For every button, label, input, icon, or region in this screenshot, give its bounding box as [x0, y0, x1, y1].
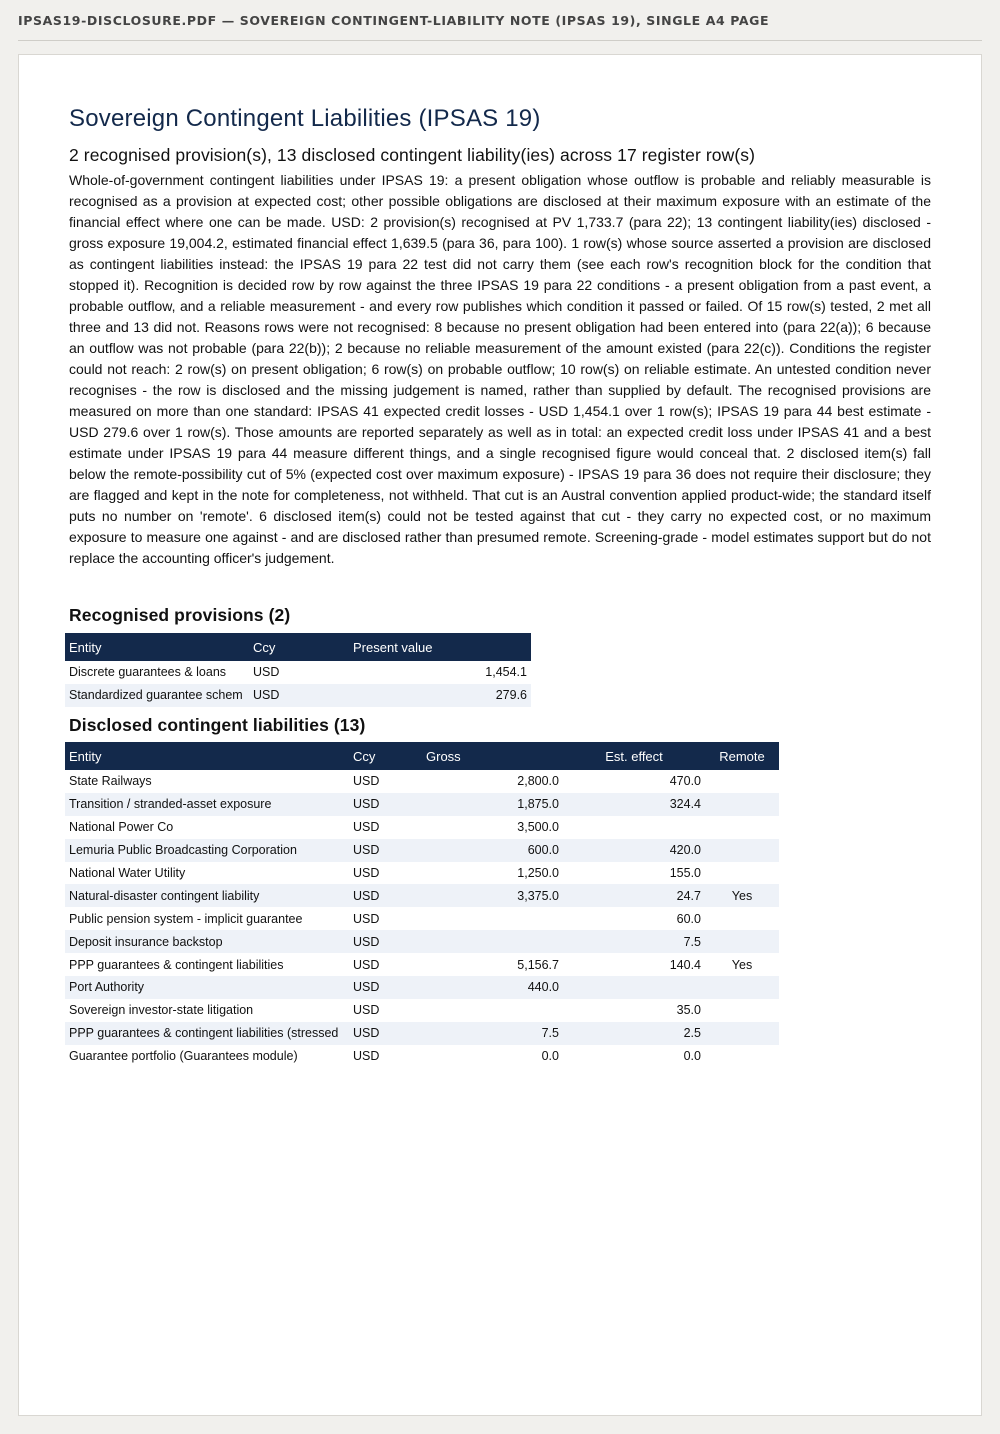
contingents-table	[65, 742, 779, 1068]
table-row	[65, 907, 779, 930]
ccy-cell: USD	[349, 839, 422, 862]
ccy-cell: USD	[349, 1022, 422, 1045]
entity-cell: Public pension system - implicit guarantee	[69, 911, 303, 926]
ccy-cell: USD	[249, 684, 349, 707]
entity-cell: Guarantee portfolio (Guarantees module)	[69, 1049, 298, 1064]
table-row	[65, 661, 531, 684]
col-header-entity: Entity	[65, 633, 249, 661]
present-value-cell: 1,454.1	[485, 665, 527, 680]
table-row	[65, 884, 779, 907]
ccy-cell: USD	[353, 774, 380, 789]
gross-cell	[422, 999, 563, 1022]
gross-cell: 0.0	[541, 1049, 559, 1064]
ccy-cell: USD	[353, 866, 380, 880]
remote-cell: Yes	[705, 884, 779, 907]
entity-cell: Discrete guarantees & loans	[69, 665, 227, 680]
remote-cell	[705, 1045, 779, 1068]
entity-cell: PPP guarantees & contingent liabilities	[69, 957, 284, 972]
gross-cell	[422, 907, 563, 930]
remote-cell	[705, 907, 779, 930]
gross-cell: 7.5	[422, 1022, 563, 1045]
table-row	[65, 770, 779, 793]
remote-cell	[705, 770, 779, 793]
remote-cell	[705, 1022, 779, 1045]
entity-cell: PPP guarantees & contingent liabilities (stressed	[65, 1022, 349, 1045]
entity-cell: Transition / stranded-asset exposure	[65, 793, 349, 816]
present-value-cell: 279.6	[349, 684, 531, 707]
entity-cell: Deposit insurance backstop	[65, 930, 349, 953]
est-effect-cell: 35.0	[676, 1003, 701, 1018]
ccy-cell: USD	[349, 976, 422, 999]
remote-cell	[705, 930, 779, 953]
est-effect-cell: 470.0	[669, 774, 701, 789]
table-row	[65, 976, 779, 999]
gross-cell: 5,156.7	[517, 957, 559, 972]
col-header-present-value: Present value	[349, 633, 531, 661]
col-header-ccy: Ccy	[249, 633, 349, 661]
gross-cell	[422, 930, 563, 953]
est-effect-cell: 324.4	[563, 793, 705, 816]
est-effect-cell	[563, 976, 705, 999]
est-effect-cell: 7.5	[563, 930, 705, 953]
provisions-heading: Recognised provisions (2)	[69, 605, 291, 625]
remote-cell	[705, 862, 779, 885]
col-header-remote: Remote	[705, 742, 779, 770]
entity-cell: Natural-disaster contingent liability	[65, 884, 349, 907]
est-effect-cell: 0.0	[683, 1049, 701, 1064]
remote-cell	[705, 839, 779, 862]
remote-cell	[705, 793, 779, 816]
table-row	[65, 684, 531, 707]
est-effect-cell: 420.0	[563, 839, 705, 862]
table-row	[65, 839, 779, 862]
col-header-gross: Gross	[422, 742, 563, 770]
document-page[interactable]	[18, 54, 982, 1416]
gross-cell: 1,250.0	[517, 866, 559, 880]
table-row	[65, 953, 779, 976]
ccy-cell: USD	[353, 820, 380, 835]
est-effect-cell	[563, 816, 705, 839]
entity-cell: Port Authority	[65, 976, 349, 999]
est-effect-cell: 24.7	[563, 884, 705, 907]
table-row	[65, 930, 779, 953]
col-header-entity: Entity	[65, 742, 349, 770]
table-row	[65, 862, 779, 885]
table-row	[65, 816, 779, 839]
est-effect-cell: 60.0	[676, 911, 701, 926]
remote-cell	[705, 999, 779, 1022]
ccy-cell: USD	[353, 911, 380, 926]
table-row	[65, 1022, 779, 1045]
remote-cell	[705, 816, 779, 839]
contingents-heading: Disclosed contingent liabilities (13)	[69, 715, 366, 735]
ccy-cell: USD	[349, 793, 422, 816]
est-effect-cell: 140.4	[669, 957, 701, 972]
remote-cell: Yes	[731, 957, 753, 972]
entity-cell: National Power Co	[69, 820, 174, 835]
table-row	[65, 1045, 779, 1068]
col-header-ccy: Ccy	[349, 742, 422, 770]
ccy-cell: USD	[349, 884, 422, 907]
gross-cell: 3,500.0	[517, 820, 559, 835]
contingents-header-row	[65, 742, 779, 770]
viewer-file-title: IPSAS19-DISCLOSURE.PDF — SOVEREIGN CONTINGENT-LIABILITY NOTE (IPSAS 19), SINGLE A4 PAGE	[18, 12, 770, 28]
document-body-text: Whole-of-government contingent liabilities under IPSAS 19: a present obligation whose outflow is probable and reliably measurable is recognised as a provision at expected cost; other possible obligations are disclosed at their maximum exposure with an estimate of the financial effect where one can be made. USD: 2 provision(s) recognised at PV 1,733.7 (para 22); 13 contingent liability(ies) disclosed - gross exposure 19,004.2, estimated financial effect 1,639.5 (para 36, para 100). 1 row(s) whose source asserted a provision are disclosed as contingent liabilities instead: the IPSAS 19 para 22 test did not carry them (see each row's recognition block for the condition that stopped it). Recognition is decided row by row against the three IPSAS 19 para 22 conditions - a present obligation from a past event, a probable outflow, and a reliable measurement - and every row publishes which condition it passed or failed. Of 15 row(s) tested, 2 met all three and 13 did not. Reasons rows were not recognised: 8 because no present obligation had been entered into (para 22(a)); 6 because an outflow was not probable (para 22(b)); 2 because no reliable measurement of the amount existed (para 22(c)). Conditions the register could not reach: 2 row(s) on present obligation; 6 row(s) on probable outflow; 10 row(s) on reliable estimate. An untested condition never recognises - the row is disclosed and the missing judgement is named, rather than supplied by default. The recognised provisions are measured on more than one standard: IPSAS 41 expected credit losses - USD 1,454.1 over 1 row(s); IPSAS 19 para 44 best estimate - USD 279.6 over 1 row(s). Those amounts are reported separately as well as in total: an expected credit loss under IPSAS 41 and a best estimate under IPSAS 19 para 44 measure different things, and a single recognised figure would conceal that. 2 disclosed item(s) fall below the remote-possibility cut of 5% (expected cost over maximum exposure) - IPSAS 19 para 36 does not require their disclosure; they are flagged and kept in the note for completeness, not withheld. That cut is an Austral convention applied product-wide; the standard itself puts no number on 'remote'. 6 disclosed item(s) could not be tested against that cut - they carry no expected cost, or no maximum exposure to measure one against - and are disclosed rather than presumed remote. Screening-grade - model estimates support but do not replace the accounting officer's judgement.	[69, 172, 931, 566]
entity-cell: National Water Utility	[69, 866, 186, 880]
table-row	[65, 999, 779, 1022]
table-row	[65, 793, 779, 816]
ccy-cell: USD	[353, 957, 380, 972]
ccy-cell: USD	[349, 930, 422, 953]
gross-cell: 2,800.0	[517, 774, 559, 789]
est-effect-cell: 155.0	[669, 866, 701, 880]
gross-cell: 1,875.0	[422, 793, 563, 816]
gross-cell: 3,375.0	[422, 884, 563, 907]
entity-cell: State Railways	[69, 774, 152, 789]
ccy-cell: USD	[253, 665, 280, 680]
provisions-table	[65, 633, 531, 707]
gross-cell: 600.0	[422, 839, 563, 862]
entity-cell: Sovereign investor-state litigation	[69, 1003, 254, 1018]
est-effect-cell: 2.5	[563, 1022, 705, 1045]
provisions-header-row	[65, 633, 531, 661]
document-subtitle: 2 recognised provision(s), 13 disclosed contingent liability(ies) across 17 register row(s)	[69, 145, 756, 165]
ccy-cell: USD	[353, 1003, 380, 1018]
document-title: Sovereign Contingent Liabilities (IPSAS 19)	[69, 105, 541, 132]
gross-cell: 440.0	[422, 976, 563, 999]
entity-cell: Standardized guarantee schem	[65, 684, 249, 707]
col-header-est-effect: Est. effect	[563, 742, 705, 770]
entity-cell: Lemuria Public Broadcasting Corporation	[65, 839, 349, 862]
viewer-title-bar	[18, 0, 982, 41]
remote-cell	[705, 976, 779, 999]
ccy-cell: USD	[353, 1049, 380, 1064]
